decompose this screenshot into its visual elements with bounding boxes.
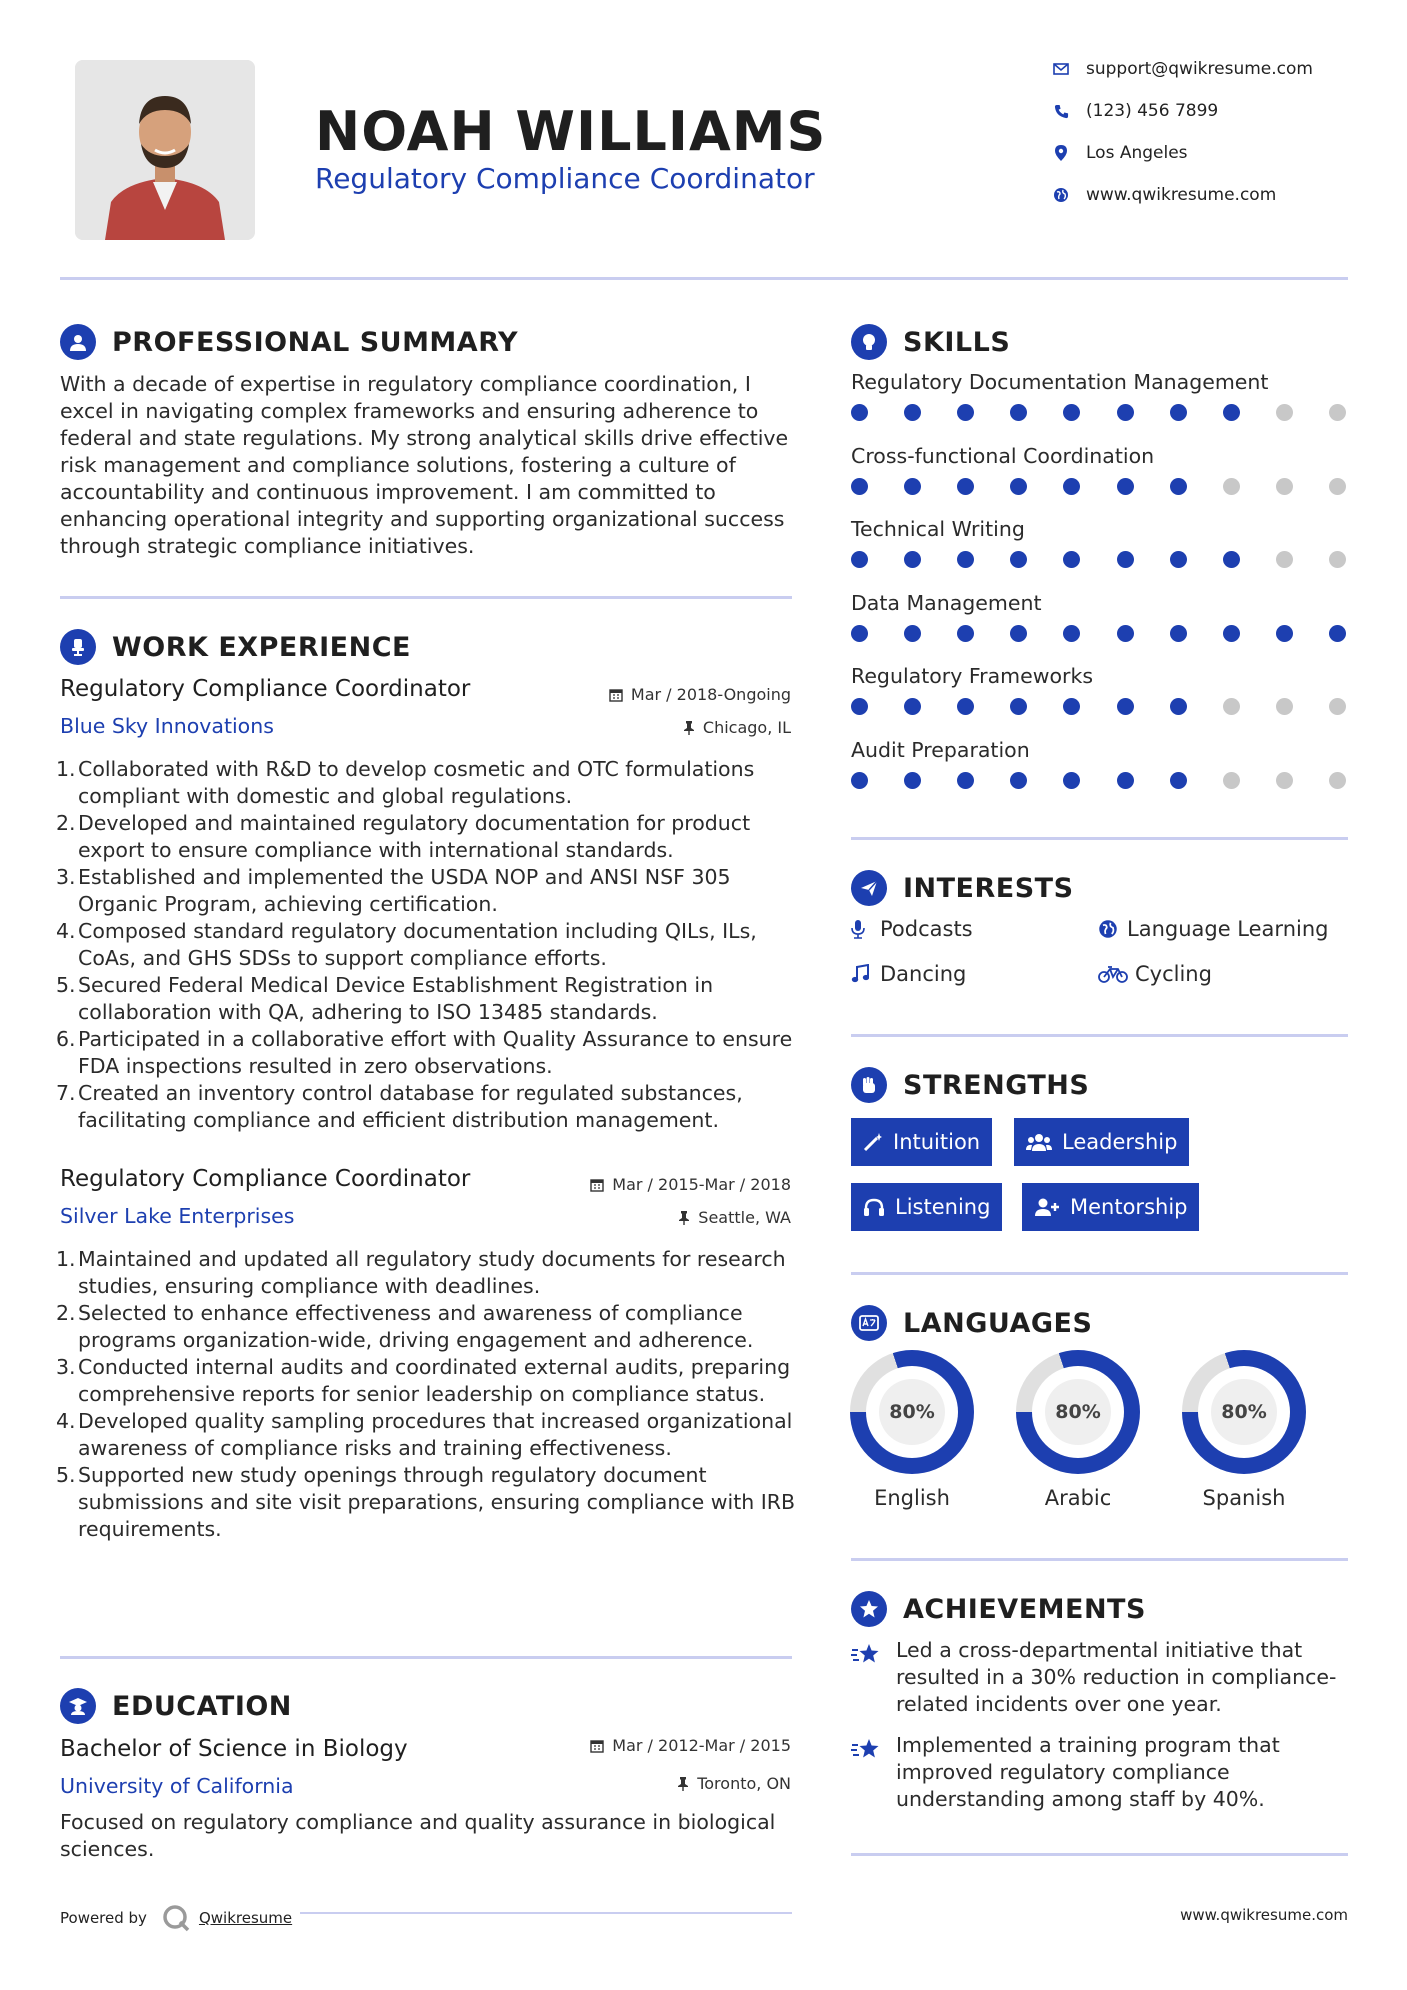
skill-name: Regulatory Documentation Management [851,370,1269,394]
interest-language-learning [1098,917,1328,941]
skills-heading [851,324,1010,360]
rating-dot-filled [1170,404,1187,421]
job-2-date-text: Mar / 2015-Mar / 2018 [612,1175,791,1194]
rating-dot-filled [1010,551,1027,568]
list-item: 7. Created an inventory control database for regulated substances, facilitating compliance and efficient distribution management. [56,1081,743,1132]
rating-dot-filled [1117,478,1134,495]
rating-dot-filled [1063,404,1080,421]
rating-dot-filled [1117,404,1134,421]
strength-mentorship [1022,1183,1199,1231]
language-ring [1182,1350,1306,1474]
rating-dot-empty [1329,698,1346,715]
job-2-title: Regulatory Compliance Coordinator [60,1166,471,1192]
achievement-item: Implemented a training program that improved regulatory compliance understanding among staff by 40%. [896,1733,1280,1811]
education-school: University of California [60,1774,294,1798]
strengths-title: STRENGTHS [903,1069,1090,1101]
rating-dot-filled [1010,698,1027,715]
education-date [590,1736,791,1755]
summary-title: PROFESSIONAL SUMMARY [112,326,519,358]
rating-dot-filled [1063,625,1080,642]
rating-dot-filled [957,404,974,421]
interest-label: Dancing [880,962,967,986]
rating-dot-filled [1170,625,1187,642]
email-icon [1050,58,1072,80]
strength-label: Listening [895,1195,991,1219]
raised-fist-icon [851,1067,887,1103]
job-1-title: Regulatory Compliance Coordinator [60,676,471,702]
strength-listening [851,1183,1002,1231]
list-item: 2. Developed and maintained regulatory documentation for product export to ensure compliance with international standards. [56,811,751,862]
contact-email[interactable] [1050,58,1313,80]
rating-dot-filled [1117,772,1134,789]
globe-icon [1098,919,1122,939]
powered-by-label: Powered by [60,1909,147,1927]
users-icon [1026,1132,1052,1152]
rating-dot-filled [1063,551,1080,568]
summary-text: With a decade of expertise in regulatory compliance coordination, I excel in navigating complex frameworks and ensuring adherence to federal and state regulations. My strong analytical skills drive effective risk management and compliance solutions, fostering a culture of accountability and continuous improvement. I am committed to enhancing operational integrity and supporting organizational success through strategic compliance initiatives. [60,372,789,558]
rating-dot-filled [904,404,921,421]
education-location-text: Toronto, ON [697,1774,791,1793]
language-ring [850,1350,974,1474]
globe-icon [1050,184,1072,206]
rating-dot-empty [1276,478,1293,495]
strengths-heading [851,1067,1089,1103]
rating-dot-filled [957,551,974,568]
office-chair-icon [60,629,96,665]
skill-name: Technical Writing [851,517,1025,541]
language-ring [1016,1350,1140,1474]
interests-heading [851,870,1074,906]
job-2-company: Silver Lake Enterprises [60,1204,295,1228]
footer-website[interactable]: www.qwikresume.com [1180,1906,1348,1924]
skill-item [851,664,1351,738]
summary-heading [60,324,518,360]
contact-location [1050,142,1188,164]
skills-list [851,370,1351,811]
job-1-company: Blue Sky Innovations [60,714,274,738]
bicycle-icon [1098,965,1130,983]
rating-dot-empty [1276,698,1293,715]
achievement-star-icon [851,1642,883,1672]
rating-dot-filled [851,404,868,421]
education-location [677,1774,791,1793]
list-item: 6. Participated in a collaborative effort with Quality Assurance to ensure FDA inspections resulted in zero observations. [56,1027,793,1078]
job-1-duties [56,756,796,1134]
header-divider [60,277,1348,280]
skill-item [851,591,1351,665]
skills-divider [851,837,1348,840]
rating-dot-filled [1276,625,1293,642]
language-name: Spanish [1202,1486,1286,1510]
rating-dot-filled [1063,478,1080,495]
interests-divider [851,1034,1348,1037]
list-item: 1. Collaborated with R&D to develop cosmetic and OTC formulations compliant with domestic and global regulations. [56,757,755,808]
interest-dancing [851,962,966,986]
rating-dot-filled [1063,772,1080,789]
skill-item [851,370,1351,444]
rating-dot-filled [904,625,921,642]
rating-dot-empty [1329,478,1346,495]
job-1-location [683,718,791,737]
rating-dot-filled [904,551,921,568]
rating-dot-filled [851,625,868,642]
experience-divider [60,1656,792,1659]
contact-phone-text: (123) 456 7899 [1086,101,1219,121]
candidate-role: Regulatory Compliance Coordinator [315,162,815,195]
rating-dot-filled [851,698,868,715]
rating-dot-filled [851,551,868,568]
interest-label: Cycling [1135,962,1212,986]
rating-dot-empty [1329,404,1346,421]
skill-item [851,517,1351,591]
rating-dot-empty [1329,551,1346,568]
job-2-location [678,1208,791,1227]
list-item: 5. Supported new study openings through regulatory document submissions and site visit preparations, ensuring compliance with IRB requirements. [56,1463,796,1541]
magic-wand-icon [863,1132,883,1152]
rating-dot-filled [904,772,921,789]
rating-dot-empty [1223,772,1240,789]
rating-dot-filled [957,772,974,789]
interest-cycling [1098,962,1212,986]
strength-intuition [851,1118,992,1166]
strength-label: Mentorship [1070,1195,1188,1219]
rating-dot-filled [1010,772,1027,789]
lightbulb-icon [851,324,887,360]
contact-website-text: www.qwikresume.com [1086,185,1277,205]
paper-plane-icon [851,870,887,906]
strength-label: Intuition [893,1130,981,1154]
list-item: 3. Conducted internal audits and coordinated external audits, preparing comprehensive reports for senior leadership on compliance status. [56,1355,791,1406]
skill-rating [851,625,1346,642]
rating-dot-empty [1276,551,1293,568]
skill-name: Audit Preparation [851,737,1030,762]
job-1-location-text: Chicago, IL [702,718,791,737]
rating-dot-filled [851,478,868,495]
job-2-date [590,1175,791,1194]
rating-dot-filled [1223,404,1240,421]
rating-dot-filled [1223,625,1240,642]
user-icon [60,324,96,360]
phone-icon [1050,100,1072,122]
skill-rating [851,478,1346,495]
skill-item [851,444,1351,518]
rating-dot-filled [1117,551,1134,568]
interest-label: Language Learning [1127,917,1329,941]
contact-location-text: Los Angeles [1086,143,1188,163]
calendar-icon [590,1739,604,1753]
music-note-icon [851,964,875,984]
rating-dot-filled [904,478,921,495]
education-degree: Bachelor of Science in Biology [60,1736,408,1762]
achievements-heading [851,1591,1146,1627]
graduate-icon [60,1688,96,1724]
skill-name: Cross-functional Coordination [851,443,1155,468]
rating-dot-filled [1010,404,1027,421]
education-title: EDUCATION [112,1690,292,1722]
rating-dot-filled [1117,625,1134,642]
user-plus-icon [1034,1197,1060,1217]
skill-name: Regulatory Frameworks [851,664,1094,688]
rating-dot-empty [1223,478,1240,495]
list-item: 4. Developed quality sampling procedures that increased organizational awareness of compliance risks and training effectiveness. [56,1409,793,1460]
pushpin-icon [683,720,695,735]
rating-dot-filled [957,698,974,715]
rating-dot-empty [1329,772,1346,789]
job-1-date-text: Mar / 2018-Ongoing [630,685,791,704]
language-percent: 80% [879,1379,945,1445]
list-item: 1. Maintained and updated all regulatory study documents for research studies, ensuring compliance with deadlines. [56,1247,786,1298]
qwikresume-link[interactable]: Qwikresume [198,1909,293,1927]
achievement-star-icon [851,1737,883,1767]
rating-dot-filled [1329,625,1346,642]
languages-title: LANGUAGES [903,1307,1093,1339]
job-2-location-text: Seattle, WA [698,1208,791,1227]
calendar-icon [590,1178,604,1192]
list-item: 5. Secured Federal Medical Device Establishment Registration in collaboration with QA, adhering to ISO 13485 standards. [56,973,714,1024]
powered-by [60,1903,300,1933]
skill-rating [851,551,1346,568]
strength-leadership [1014,1118,1189,1166]
rating-dot-filled [1170,698,1187,715]
language-spanish [1182,1350,1306,1474]
candidate-name: NOAH WILLIAMS [315,100,827,163]
education-heading [60,1688,292,1724]
pushpin-icon [678,1210,690,1225]
rating-dot-filled [1117,698,1134,715]
rating-dot-filled [851,772,868,789]
language-percent: 80% [1211,1379,1277,1445]
rating-dot-filled [1170,551,1187,568]
calendar-icon [609,688,623,702]
contact-email-text: support@qwikresume.com [1086,59,1313,79]
language-arabic [1016,1350,1140,1474]
skill-item [851,738,1351,812]
list-item: 3. Established and implemented the USDA NOP and ANSI NSF 305 Organic Program, achieving certification. [56,865,731,916]
language-name: English [874,1486,950,1510]
rating-dot-empty [1223,698,1240,715]
interests-title: INTERESTS [903,872,1074,904]
achievement-item: Led a cross-departmental initiative that resulted in a 30% reduction in compliance-related incidents over one year. [896,1638,1337,1716]
rating-dot-filled [904,698,921,715]
education-description: Focused on regulatory compliance and quality assurance in biological sciences. [60,1810,776,1861]
contact-website[interactable] [1050,184,1276,206]
pushpin-icon [677,1776,689,1791]
rating-dot-empty [1276,404,1293,421]
rating-dot-filled [1170,772,1187,789]
job-2-duties [56,1246,796,1543]
contact-phone[interactable] [1050,100,1218,122]
achievements-divider [851,1853,1348,1856]
language-name: Arabic [1044,1486,1112,1510]
skill-rating [851,698,1346,715]
star-badge-icon [851,1591,887,1627]
achievements-title: ACHIEVEMENTS [903,1593,1146,1625]
strengths-divider [851,1272,1348,1275]
languages-divider [851,1558,1348,1561]
rating-dot-filled [957,478,974,495]
languages-heading [851,1305,1092,1341]
profile-photo [75,60,255,240]
rating-dot-empty [1276,772,1293,789]
skill-rating [851,772,1346,789]
skill-rating [851,404,1346,421]
location-pin-icon [1050,142,1072,164]
list-item: 4. Composed standard regulatory documentation including QILs, ILs, CoAs, and GHS SDSs to support compliance efforts. [56,919,757,970]
education-date-text: Mar / 2012-Mar / 2015 [612,1736,791,1755]
summary-divider [60,596,792,599]
interest-label: Podcasts [880,917,973,941]
rating-dot-filled [1063,698,1080,715]
headphones-icon [863,1197,885,1217]
qwikresume-logo-icon [161,1903,191,1933]
rating-dot-filled [1010,478,1027,495]
list-item: 2. Selected to enhance effectiveness and awareness of compliance programs organization-wide, driving engagement and adherence. [56,1301,754,1352]
skills-title: SKILLS [903,326,1011,358]
microphone-icon [851,919,875,939]
rating-dot-filled [1223,551,1240,568]
rating-dot-filled [957,625,974,642]
job-1-date [609,685,791,704]
interest-podcasts [851,917,973,941]
language-english [850,1350,974,1474]
rating-dot-filled [1170,478,1187,495]
strength-label: Leadership [1062,1130,1178,1154]
rating-dot-filled [1010,625,1027,642]
language-percent: 80% [1045,1379,1111,1445]
experience-heading [60,629,411,665]
experience-title: WORK EXPERIENCE [112,631,411,663]
skill-name: Data Management [851,590,1042,615]
language-icon [851,1305,887,1341]
